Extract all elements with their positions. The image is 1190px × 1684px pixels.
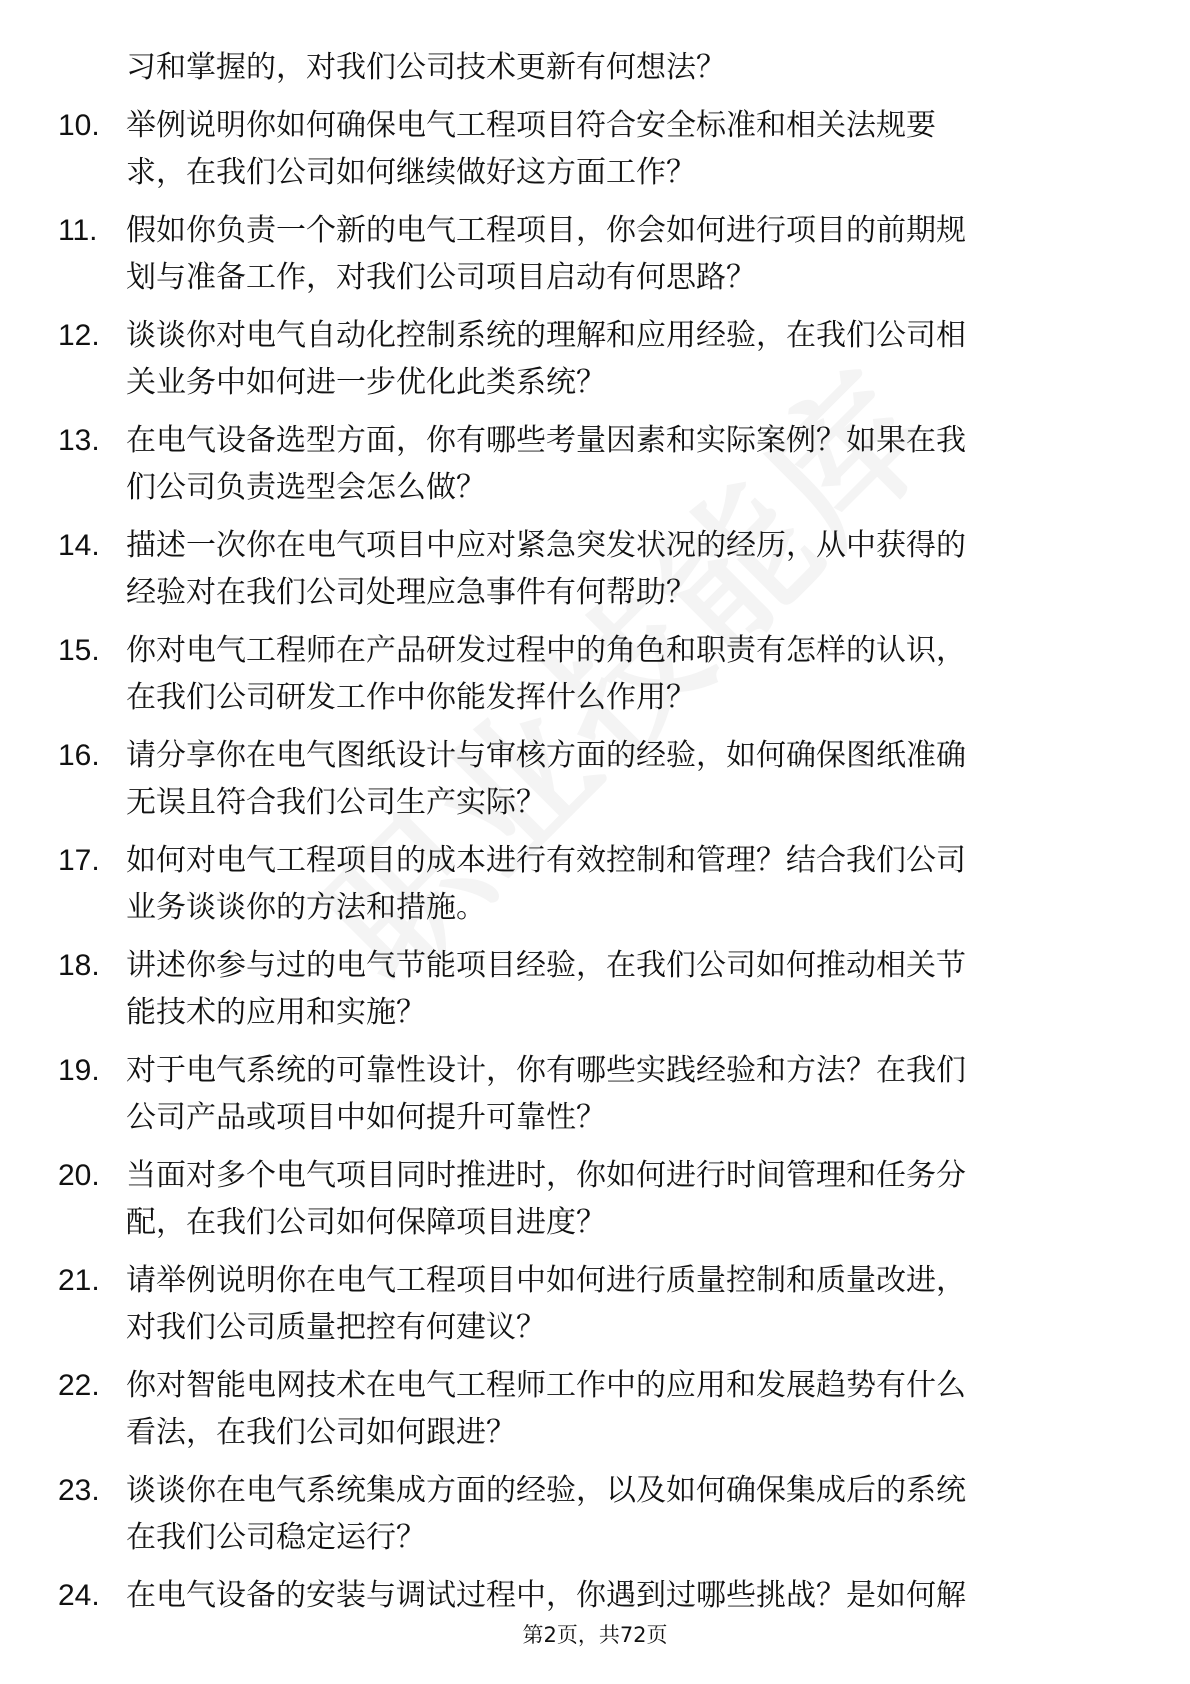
question-text: 在电气设备的安装与调试过程中，你遇到过哪些挑战？是如何解 (126, 1578, 966, 1613)
question-text: 对于电气系统的可靠性设计，你有哪些实践经验和方法？在我们 公司产品或项目中如何提升可靠性？ (126, 1053, 966, 1135)
list-item (0, 44, 1190, 91)
question-number: 23. (58, 1474, 100, 1507)
question-number: 12. (58, 319, 100, 352)
question-text: 如何对电气工程项目的成本进行有效控制和管理？结合我们公司 业务谈谈你的方法和措施。 (126, 843, 966, 925)
list-item (0, 1047, 1190, 1141)
question-text: 谈谈你在电气系统集成方面的经验，以及如何确保集成后的系统 在我们公司稳定运行？ (126, 1473, 966, 1555)
question-number: 21. (58, 1264, 100, 1297)
question-text: 请举例说明你在电气工程项目中如何进行质量控制和质量改进， 对我们公司质量把控有何建议？ (126, 1263, 966, 1345)
list-item (0, 102, 1190, 196)
question-number: 11. (58, 214, 98, 247)
question-text: 当面对多个电气项目同时推进时，你如何进行时间管理和任务分 配，在我们公司如何保障项目进度？ (126, 1158, 966, 1240)
list-item (0, 942, 1190, 1036)
list-item (0, 1257, 1190, 1351)
question-number: 15. (58, 634, 100, 667)
question-number: 22. (58, 1369, 100, 1402)
question-text: 讲述你参与过的电气节能项目经验，在我们公司如何推动相关节 能技术的应用和实施？ (126, 948, 966, 1030)
question-number: 16. (58, 739, 100, 772)
question-number: 24. (58, 1579, 100, 1612)
question-text: 你对智能电网技术在电气工程师工作中的应用和发展趋势有什么 看法，在我们公司如何跟进？ (126, 1368, 966, 1450)
list-item (0, 1152, 1190, 1246)
question-text: 习和掌握的，对我们公司技术更新有何想法？ (126, 50, 726, 85)
list-item (0, 312, 1190, 406)
list-item (0, 837, 1190, 931)
page-number-footer: 第2页，共72页 (522, 1623, 668, 1647)
list-item (0, 1467, 1190, 1561)
question-text: 请分享你在电气图纸设计与审核方面的经验，如何确保图纸准确 无误且符合我们公司生产实际？ (126, 738, 966, 820)
question-list (0, 44, 1190, 1619)
list-item (0, 417, 1190, 511)
question-text: 你对电气工程师在产品研发过程中的角色和职责有怎样的认识， 在我们公司研发工作中你能发挥什么作用？ (126, 633, 966, 715)
question-text: 描述一次你在电气项目中应对紧急突发状况的经历，从中获得的 经验对在我们公司处理应急事件有何帮助？ (126, 528, 966, 610)
question-text: 在电气设备选型方面，你有哪些考量因素和实际案例？如果在我 们公司负责选型会怎么做？ (126, 423, 966, 505)
list-item (0, 522, 1190, 616)
list-item (0, 1362, 1190, 1456)
list-item (0, 207, 1190, 301)
question-number: 13. (58, 424, 100, 457)
question-text: 假如你负责一个新的电气工程项目，你会如何进行项目的前期规 划与准备工作，对我们公司项目启动有何思路？ (126, 213, 966, 295)
question-text: 谈谈你对电气自动化控制系统的理解和应用经验，在我们公司相 关业务中如何进一步优化此类系统？ (126, 318, 966, 400)
question-number: 17. (58, 844, 100, 877)
list-item (0, 732, 1190, 826)
list-item (0, 627, 1190, 721)
question-number: 19. (58, 1054, 100, 1087)
question-number: 18. (58, 949, 100, 982)
question-number: 10. (58, 109, 100, 142)
question-text: 举例说明你如何确保电气工程项目符合安全标准和相关法规要 求，在我们公司如何继续做好这方面工作？ (126, 108, 936, 190)
question-number: 20. (58, 1159, 100, 1192)
question-number: 14. (58, 529, 100, 562)
list-item (0, 1572, 1190, 1619)
